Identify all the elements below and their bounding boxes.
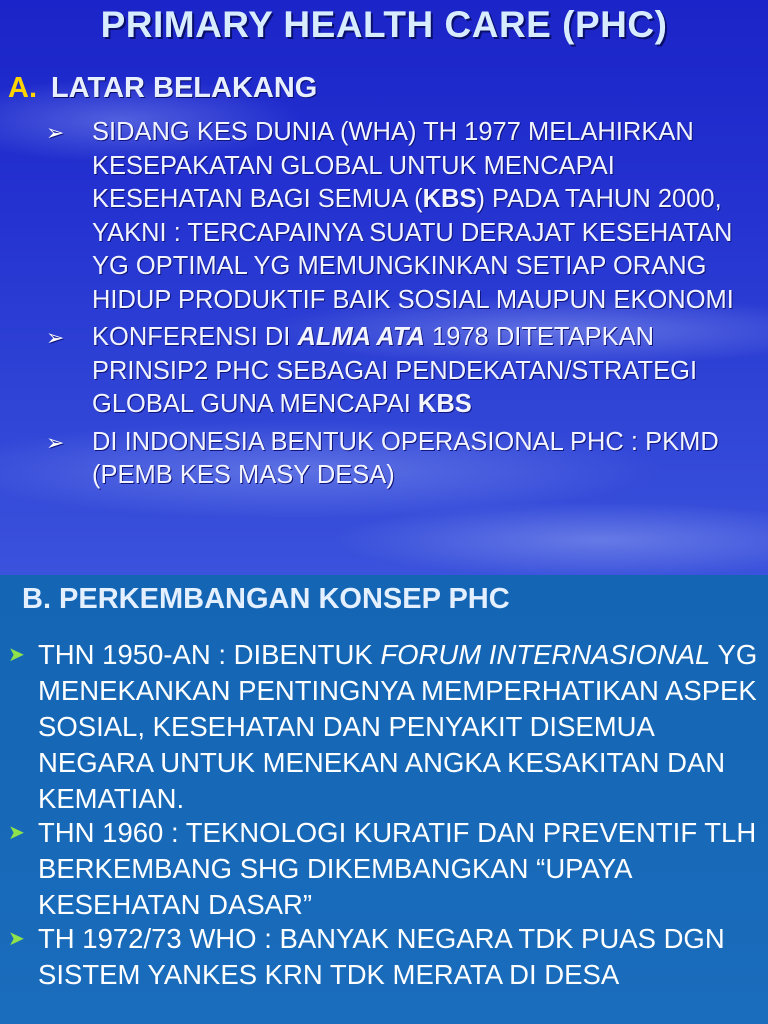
section-a-heading xyxy=(8,72,317,105)
arrowhead-outline-icon: ➢ xyxy=(46,429,65,455)
slide-2 xyxy=(0,575,768,1024)
arrowhead-outline-icon: ➢ xyxy=(46,120,65,145)
arrowhead-green-icon: ➤ xyxy=(8,644,25,666)
slide-1-title: PRIMARY HEALTH CARE (PHC) xyxy=(100,4,668,45)
section-letter: A. xyxy=(8,72,37,104)
list-item: ➢ KONFERENSI DI ALMA ATA 1978 DITETAPKAN PRINSIP2 PHC SEBAGAI PENDEKATAN/STRATEGI GLOBAL GUNA MENCAPAI KBS xyxy=(46,323,698,418)
list-item: ➤ TH 1972/73 WHO : BANYAK NEGARA TDK PUAS DGN SISTEM YANKES KRN TDK MERATA DI DESA xyxy=(8,923,725,990)
arrowhead-green-icon: ➤ xyxy=(8,928,25,950)
slide-2-title: B. PERKEMBANGAN KONSEP PHC xyxy=(22,583,510,615)
list-item: ➤ THN 1950-AN : DIBENTUK FORUM INTERNASIONAL YG MENEKANKAN PENTINGNYA MEMPERHATIKAN ASPEK SOSIAL, KESEHATAN DAN PENYAKIT DISEMUA NEGARA UNTUK MENEKAN ANGKA KESAKITAN DAN KEMATIAN. xyxy=(8,639,758,814)
list-item: ➢ SIDANG KES DUNIA (WHA) TH 1977 MELAHIRKAN KESEPAKATAN GLOBAL UNTUK MENCAPAI KESEHATAN BAGI SEMUA (KBS) PADA TAHUN 2000, YAKNI : TERCAPAINYA SUATU DERAJAT KESEHATAN YG OPTIMAL YG MEMUNGKINKAN SETIAP ORANG HIDUP PRODUKTIF BAIK SOSIAL MAUPUN EKONOMI xyxy=(46,118,734,314)
section-heading-text: LATAR BELAKANG xyxy=(51,72,318,104)
list-item: ➢ DI INDONESIA BENTUK OPERASIONAL PHC : PKMD (PEMB KES MASY DESA) xyxy=(46,427,719,489)
slide-1-bullet-list xyxy=(46,116,761,497)
arrowhead-green-icon: ➤ xyxy=(8,822,25,844)
list-item: ➤ THN 1960 : TEKNOLOGI KURATIF DAN PREVENTIF TLH BERKEMBANG SHG DIKEMBANGKAN “UPAYA KESEHATAN DASAR” xyxy=(8,817,757,920)
arrowhead-outline-icon: ➢ xyxy=(46,325,65,350)
slide-2-bullet-list xyxy=(8,637,763,991)
